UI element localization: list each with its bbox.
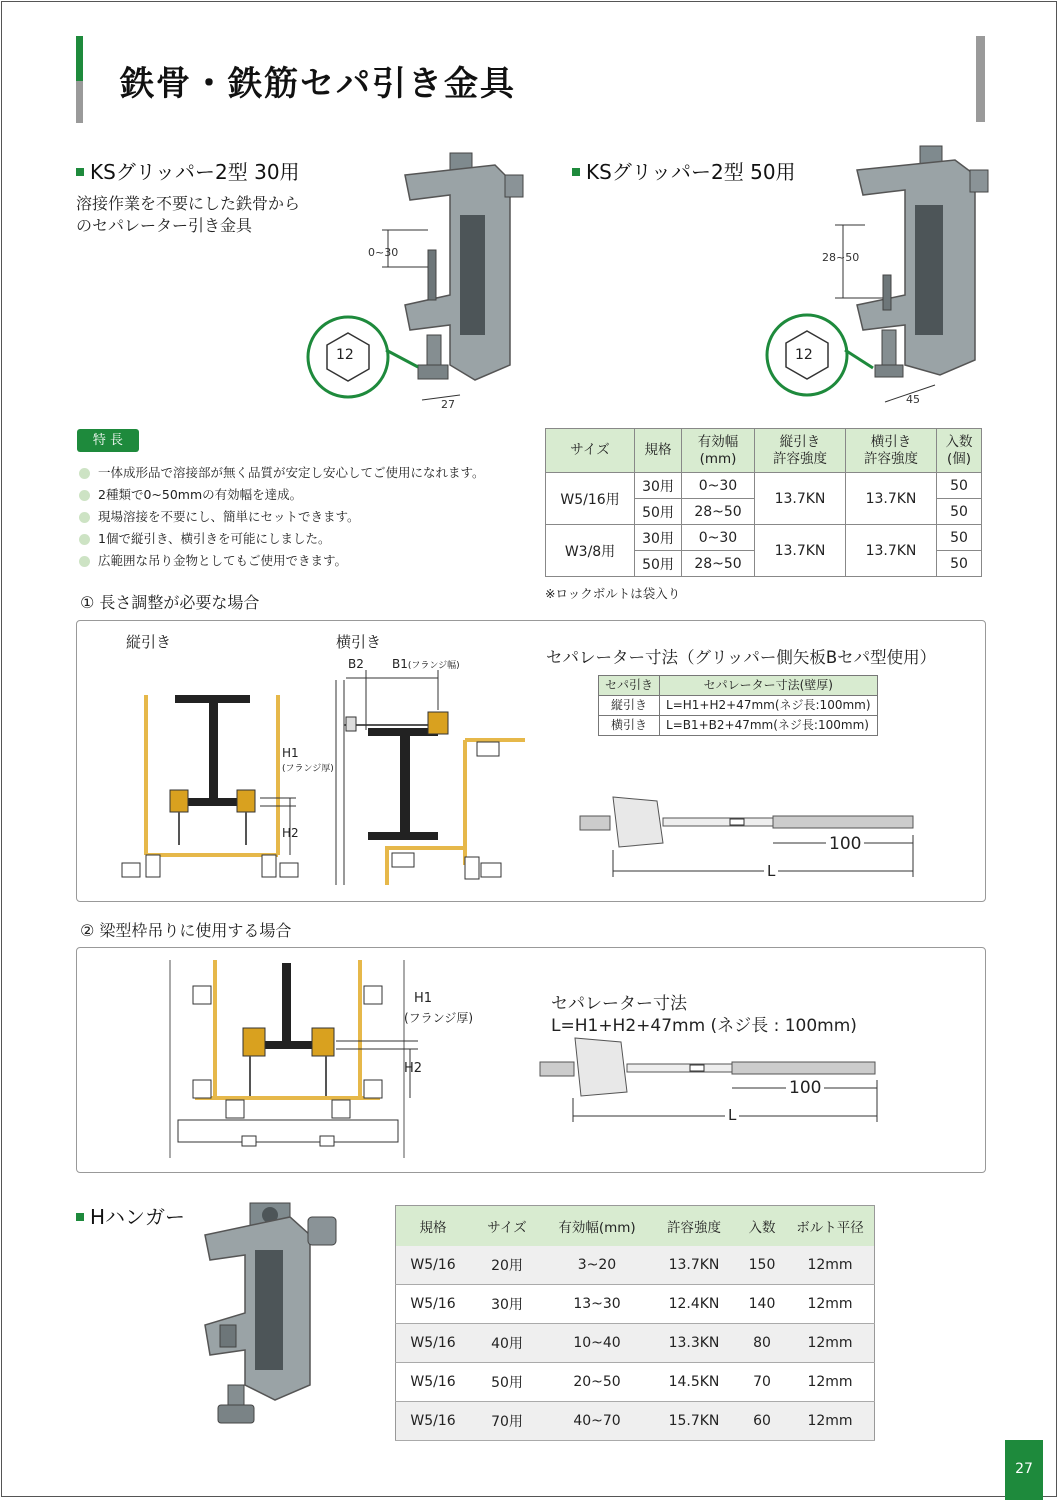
spec-size-cell: W5/16用 [546,473,635,525]
h2-label: H2 [282,826,299,840]
square-bullet-icon [572,168,580,176]
sepa-dimension-table [598,675,878,736]
section1-heading: ① 長さ調整が必要な場合 [80,593,260,612]
separator-thread-left [540,1062,574,1076]
separator-thread-left [580,816,610,830]
table-row [396,1324,875,1363]
spec-v-strength-cell: 13.7KN [755,473,846,525]
vertical-pull-label: 縦引き [126,633,172,651]
spec-header-spec: 規格 [635,429,682,473]
hanger-cell: 15.7KN [650,1402,738,1441]
hanger-cell: W5/16 [396,1363,471,1402]
square-bullet-icon [76,168,84,176]
title-accent-green [76,36,83,81]
hanger-cell: 40~70 [544,1402,650,1441]
spec-cell: 0~30 [682,473,755,499]
hanger-cell: 80 [738,1324,786,1363]
spec-cell: 30用 [635,473,682,499]
gripper-50-illustration [765,140,995,415]
table-row [396,1285,875,1324]
spec-v-strength-cell: 13.7KN [755,525,846,577]
feature-item: 1個で縦引き、横引きを可能にしました。 [78,528,485,550]
hanger-cell: 13~30 [544,1285,650,1324]
hanger-cell: 12mm [786,1285,875,1324]
horizontal-pull-label: 横引き [336,633,382,651]
b1-label [392,657,460,671]
spec-cell: 50 [937,473,982,499]
table-row [396,1402,875,1441]
sepa-cell: 縦引き [599,696,660,716]
table-row [396,1246,875,1285]
spec-header-qty: 入数 (個) [937,429,982,473]
spec-cell: 50用 [635,499,682,525]
b2-label: B2 [348,657,364,671]
hanger-cell: 14.5KN [650,1363,738,1402]
hanger-cell: 30用 [470,1285,544,1324]
separator-cone [613,797,663,847]
feature-item: 広範囲な吊り金物としてもご使用できます。 [78,550,485,572]
page-title: 鉄骨・鉄筋セパ引き金具 [120,64,516,104]
product2-heading [572,156,796,185]
section2-diagram [160,958,423,1158]
spec-cell: 0~30 [682,525,755,551]
h-hanger-illustration [190,1195,360,1430]
separator-cone [575,1038,627,1096]
page-number: 27 [1005,1440,1043,1500]
hanger-cell: 12.4KN [650,1285,738,1324]
hanger-cell: 12mm [786,1324,875,1363]
product1-dim-width: 27 [441,398,455,411]
product2-hex-size: 12 [795,347,813,363]
spec-cell: 50 [937,499,982,525]
gripper-30-illustration [300,145,530,415]
spec-size-cell: W3/8用 [546,525,635,577]
h1-note: (フランジ厚) [282,764,334,774]
hanger-name: Hハンガー [90,1205,186,1229]
spec-header-v-strength: 縦引き 許容強度 [755,429,846,473]
section2-heading: ② 梁型枠吊りに使用する場合 [80,921,292,940]
hanger-cell: W5/16 [396,1324,471,1363]
hanger-cell: W5/16 [396,1246,471,1285]
hanger-header: サイズ [470,1206,544,1247]
feature-item: 現場溶接を不要にし、簡単にセットできます。 [78,506,485,528]
separator-drawing-1 [575,785,925,885]
product2-dim-width: 45 [906,393,920,406]
sepa-header: セパ引き [599,676,660,696]
hanger-spec-table [395,1205,875,1441]
separator-thread-right [732,1062,875,1074]
h1-label: H1 [282,746,299,760]
spec-header-width: 有効幅 (mm) [682,429,755,473]
hanger-cell: W5/16 [396,1285,471,1324]
spec-cell: 50用 [635,551,682,577]
hanger-cell: 3~20 [544,1246,650,1285]
hanger-cell: 140 [738,1285,786,1324]
hanger-header: ボルト平径 [786,1206,875,1247]
spec-cell: 28~50 [682,499,755,525]
hanger-cell: 12mm [786,1363,875,1402]
b1-text: B1 [392,657,408,671]
s2-h1-label: H1 [414,991,433,1006]
length-l-label-2: L [725,1106,739,1124]
hanger-cell: 60 [738,1402,786,1441]
hanger-cell: 13.7KN [650,1246,738,1285]
spec-table [545,428,982,577]
features-badge: 特 長 [77,429,139,452]
section2-sepa-title: セパレーター寸法 [551,994,687,1014]
spec-cell: 50 [937,551,982,577]
hanger-cell: 70用 [470,1402,544,1441]
hanger-cell: 150 [738,1246,786,1285]
spec-h-strength-cell: 13.7KN [846,525,937,577]
square-bullet-icon [76,1213,84,1221]
s2-h1-note: (フランジ厚) [404,1011,474,1025]
product1-hex-size: 12 [336,347,354,363]
hanger-header: 有効幅(mm) [544,1206,650,1247]
product1-desc-line2: のセパレーター引き金具 [76,216,253,235]
product1-heading [76,156,300,185]
hanger-header: 許容強度 [650,1206,738,1247]
spec-cell: 30用 [635,525,682,551]
section1-sepa-title: セパレーター寸法（グリッパー側矢板Bセパ型使用） [546,648,937,667]
thread-length-label-2: 100 [786,1078,824,1098]
spec-header-h-strength: 横引き 許容強度 [846,429,937,473]
hanger-cell: 40用 [470,1324,544,1363]
hanger-cell: 20用 [470,1246,544,1285]
product1-description [76,193,300,237]
title-accent-gray [76,81,83,123]
s2-h2-label: H2 [404,1061,423,1076]
product1-desc-line1: 溶接作業を不要にした鉄骨から [76,194,301,213]
spec-header-size: サイズ [546,429,635,473]
header-right-accent [976,36,985,122]
length-l-label: L [764,862,778,880]
spec-h-strength-cell: 13.7KN [846,473,937,525]
sepa-header: セパレーター寸法(壁厚) [660,676,878,696]
hanger-cell: 13.3KN [650,1324,738,1363]
spec-cell: 50 [937,525,982,551]
sepa-cell: L=B1+B2+47mm(ネジ長:100mm) [660,716,878,736]
hanger-header: 規格 [396,1206,471,1247]
hanger-heading [76,1201,185,1230]
product1-name: KSグリッパー2型 30用 [90,160,300,184]
hanger-cell: 12mm [786,1246,875,1285]
thread-length-label: 100 [826,834,864,854]
product1-dim-range: 0~30 [368,246,399,259]
spec-cell: 28~50 [682,551,755,577]
b1-note: (フランジ幅) [407,661,460,671]
hanger-cell: 50用 [470,1363,544,1402]
product2-name: KSグリッパー2型 50用 [586,160,796,184]
hanger-cell: 10~40 [544,1324,650,1363]
hanger-cell: W5/16 [396,1402,471,1441]
gripper-50-body [857,146,988,377]
vertical-pull-drawing [122,695,298,877]
hanger-cell: 12mm [786,1402,875,1441]
spec-note: ※ロックボルトは袋入り [545,586,681,601]
features-list [78,462,485,572]
separator-drawing-2 [535,1030,885,1130]
product2-dim-range: 28~50 [822,251,860,264]
table-row [396,1363,875,1402]
hanger-cell: 20~50 [544,1363,650,1402]
horizontal-pull-drawing [336,670,525,885]
hanger-cell: 70 [738,1363,786,1402]
hanger-header: 入数 [738,1206,786,1247]
feature-item: 2種類で0~50mmの有効幅を達成。 [78,484,485,506]
section2-sepa-formula: L=H1+H2+47mm (ネジ長 : 100mm) [551,1016,857,1036]
sepa-cell: L=H1+H2+47mm(ネジ長:100mm) [660,696,878,716]
feature-item: 一体成形品で溶接部が無く品質が安定し安心してご使用になれます。 [78,462,485,484]
sepa-cell: 横引き [599,716,660,736]
separator-thread-right [773,816,913,828]
